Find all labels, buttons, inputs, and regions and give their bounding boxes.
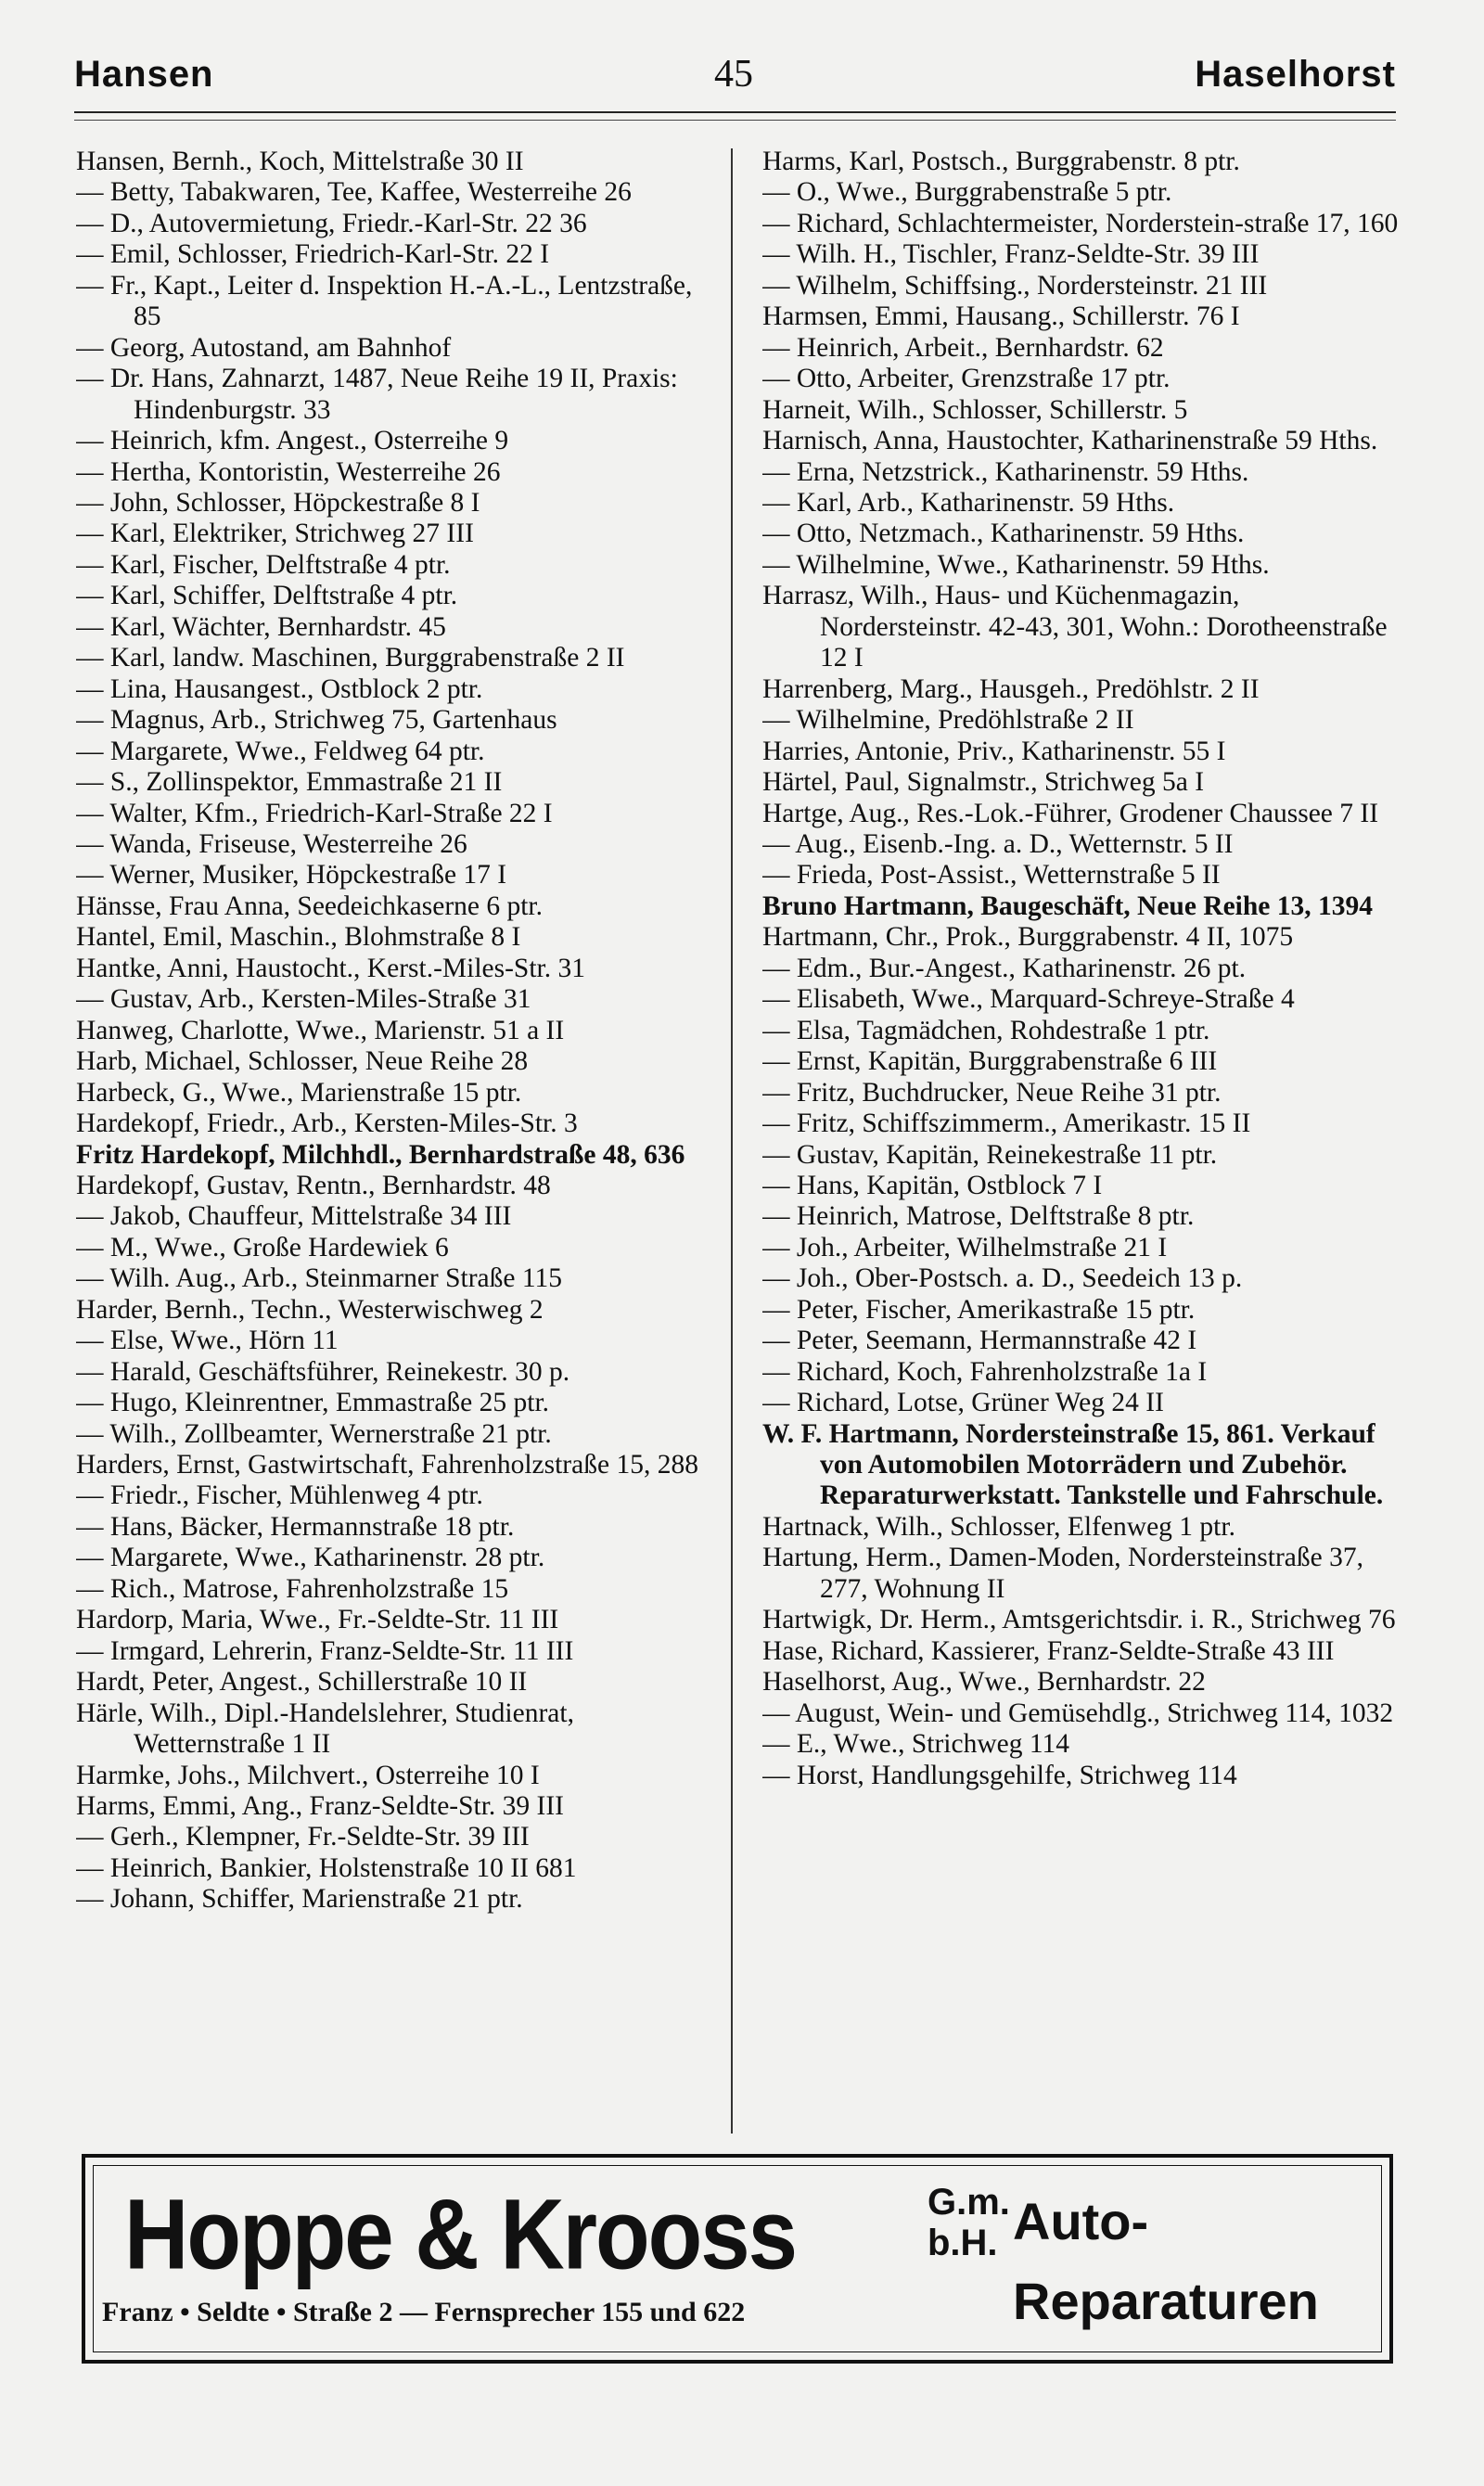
directory-entry: — Heinrich, kfm. Angest., Osterreihe 9 [76, 426, 509, 456]
directory-entry: — Aug., Eisenb.-Ing. a. D., Wetternstr. 5 II [762, 828, 1234, 859]
page-header [74, 48, 1396, 100]
directory-entry: Harneit, Wilh., Schlosser, Schillerstr. 5 [762, 394, 1188, 425]
header-right-word: Haselhorst [1195, 54, 1396, 95]
directory-entry: Hartge, Aug., Res.-Lok.-Führer, Grodener Chaussee 7 II [762, 798, 1379, 828]
directory-entry: — Wilhelm, Schiffsing., Nordersteinstr. 21 III [762, 270, 1268, 301]
directory-entry: — Hans, Bäcker, Hermannstraße 18 ptr. [76, 1511, 515, 1542]
directory-entry: Bruno Hartmann, Baugeschäft, Neue Reihe 13, 1394 [762, 891, 1374, 921]
directory-entry: — Harald, Geschäftsführer, Reinekestr. 30 p. [76, 1356, 570, 1387]
directory-entry: Harrenberg, Marg., Hausgeh., Predöhlstr. 2 II [762, 673, 1260, 704]
directory-entry: — S., Zollinspektor, Emmastraße 21 II [76, 767, 503, 798]
directory-entry: — Friedr., Fischer, Mühlenweg 4 ptr. [76, 1480, 483, 1511]
directory-entry: — Peter, Fischer, Amerikastraße 15 ptr. [762, 1294, 1196, 1325]
directory-entry: Harnisch, Anna, Haustochter, Katharinenstraße 59 Hths. [762, 426, 1378, 456]
directory-entry: — Gustav, Arb., Kersten-Miles-Straße 31 [76, 984, 531, 1015]
directory-entry: Harders, Ernst, Gastwirtschaft, Fahrenholzstraße 15, 288 [76, 1450, 698, 1480]
directory-entry: Harmke, Johs., Milchvert., Osterreihe 10 I [76, 1760, 540, 1790]
directory-entry: — M., Wwe., Große Hardewiek 6 [76, 1232, 449, 1262]
directory-entry: Hardekopf, Friedr., Arb., Kersten-Miles-Str. 3 [76, 1108, 578, 1139]
directory-entry: — Wanda, Friseuse, Westerreihe 26 [76, 828, 467, 859]
ad-company-name: Hoppe & Krooss [124, 2179, 797, 2290]
left-column [76, 147, 718, 2020]
directory-entry: — Erna, Netzstrick., Katharinenstr. 59 Hths. [762, 456, 1249, 487]
directory-entry: — Heinrich, Arbeit., Bernhardstr. 62 [762, 332, 1164, 363]
directory-entry: — Karl, Elektriker, Strichweg 27 III [76, 519, 474, 549]
directory-entry: — Elisabeth, Wwe., Marquard-Schreye-Straße 4 [762, 984, 1295, 1015]
directory-entry: — Joh., Ober-Postsch. a. D., Seedeich 13 p. [762, 1263, 1243, 1294]
directory-entry: — Walter, Kfm., Friedrich-Karl-Straße 22 I [76, 798, 553, 828]
directory-entry: Hardekopf, Gustav, Rentn., Bernhardstr. 48 [76, 1170, 551, 1200]
directory-entry: — Lina, Hausangest., Ostblock 2 ptr. [76, 673, 483, 704]
directory-entry: Hartmann, Chr., Prok., Burggrabenstr. 4 II, 1075 [762, 922, 1294, 953]
directory-entry: — Hugo, Kleinrentner, Emmastraße 25 ptr. [76, 1388, 550, 1418]
header-left-word: Hansen [74, 54, 214, 95]
directory-entry: Hantel, Emil, Maschin., Blohmstraße 8 I [76, 922, 521, 953]
directory-entry: Hardorp, Maria, Wwe., Fr.-Seldte-Str. 11 III [76, 1605, 559, 1635]
directory-entry: Hase, Richard, Kassierer, Franz-Seldte-Straße 43 III [762, 1635, 1335, 1666]
directory-entry: — Else, Wwe., Hörn 11 [76, 1326, 339, 1356]
directory-entry: Harb, Michael, Schlosser, Neue Reihe 28 [76, 1046, 529, 1077]
directory-entry: Hartung, Herm., Damen-Moden, Nordersteinstraße 37, 277, Wohnung II [762, 1543, 1363, 1604]
page-number: 45 [714, 53, 753, 96]
directory-entry: — Wilh., Zollbeamter, Wernerstraße 21 ptr. [76, 1418, 552, 1449]
directory-entry: — Jakob, Chauffeur, Mittelstraße 34 III [76, 1201, 512, 1232]
directory-entry: Harries, Antonie, Priv., Katharinenstr. 55 I [762, 736, 1226, 766]
directory-entry: — Johann, Schiffer, Marienstraße 21 ptr. [76, 1884, 523, 1915]
directory-entry: — Rich., Matrose, Fahrenholzstraße 15 [76, 1573, 509, 1604]
right-column [762, 147, 1401, 2020]
directory-entry: — Horst, Handlungsgehilfe, Strichweg 114 [762, 1760, 1237, 1790]
directory-entry: — Hertha, Kontoristin, Westerreihe 26 [76, 456, 501, 487]
directory-entry: — Karl, Schiffer, Delftstraße 4 ptr. [76, 581, 458, 611]
directory-entry: — Fritz, Buchdrucker, Neue Reihe 31 ptr. [762, 1077, 1222, 1108]
directory-entry: — Gustav, Kapitän, Reinekestraße 11 ptr. [762, 1139, 1218, 1170]
directory-entry: Fritz Hardekopf, Milchhdl., Bernhardstraße 48, 636 [76, 1139, 685, 1170]
directory-entry: Hartnack, Wilh., Schlosser, Elfenweg 1 ptr. [762, 1511, 1235, 1542]
directory-entry: — Margarete, Wwe., Feldweg 64 ptr. [76, 736, 485, 766]
directory-entry: — Betty, Tabakwaren, Tee, Kaffee, Westerreihe 26 [76, 177, 632, 208]
directory-entry: — Fr., Kapt., Leiter d. Inspektion H.-A.-L., Lentzstraße, 85 [76, 270, 693, 332]
directory-entry: — Karl, Arb., Katharinenstr. 59 Hths. [762, 487, 1175, 518]
directory-entry: Harmsen, Emmi, Hausang., Schillerstr. 76 I [762, 301, 1240, 332]
directory-entry: — Peter, Seemann, Hermannstraße 42 I [762, 1326, 1197, 1356]
ad-service-line1: Auto- [1013, 2192, 1149, 2250]
directory-entry: — Wilh. H., Tischler, Franz-Seldte-Str. 39 III [762, 239, 1260, 270]
directory-entry: — Otto, Arbeiter, Grenzstraße 17 ptr. [762, 364, 1171, 394]
directory-entry: Harms, Emmi, Ang., Franz-Seldte-Str. 39 III [76, 1791, 565, 1822]
directory-entry: — Irmgard, Lehrerin, Franz-Seldte-Str. 11 III [76, 1635, 574, 1666]
directory-entry: Harrasz, Wilh., Haus- und Küchenmagazin, Nordersteinstr. 42-43, 301, Wohn.: Dorotheenstraße 12 I [762, 581, 1388, 673]
directory-entry: — Richard, Lotse, Grüner Weg 24 II [762, 1388, 1164, 1418]
directory-entry: — Joh., Arbeiter, Wilhelmstraße 21 I [762, 1232, 1168, 1262]
directory-entry: Hansen, Bernh., Koch, Mittelstraße 30 II [76, 147, 524, 176]
directory-entry: Harbeck, G., Wwe., Marienstraße 15 ptr. [76, 1077, 522, 1108]
directory-entry: — Elsa, Tagmädchen, Rohdestraße 1 ptr. [762, 1015, 1210, 1045]
directory-entry: — Karl, Fischer, Delftstraße 4 ptr. [76, 549, 451, 580]
column-divider [731, 148, 733, 2134]
ad-gmbh-line2: b.H. [928, 2223, 998, 2263]
ad-gmbh [928, 2182, 1010, 2263]
directory-entry: — Heinrich, Matrose, Delftstraße 8 ptr. [762, 1201, 1195, 1232]
directory-entry: W. F. Hartmann, Nordersteinstraße 15, 861. Verkauf von Automobilen Motorrädern und Zubehör. Reparaturwerkstatt. Tankstelle und Fahrschule. [762, 1418, 1384, 1511]
directory-entry: Harms, Karl, Postsch., Burggrabenstr. 8 ptr. [762, 147, 1240, 176]
directory-entry: — Karl, landw. Maschinen, Burggrabenstraße 2 II [76, 643, 625, 673]
directory-entry: — Wilh. Aug., Arb., Steinmarner Straße 115 [76, 1263, 563, 1294]
directory-entry: Haselhorst, Aug., Wwe., Bernhardstr. 22 [762, 1667, 1206, 1698]
ad-service-line2: Reparaturen [1013, 2272, 1319, 2330]
directory-entry: — Magnus, Arb., Strichweg 75, Gartenhaus [76, 705, 557, 736]
directory-entry: — Otto, Netzmach., Katharinenstr. 59 Hths. [762, 519, 1245, 549]
directory-entry: Härtel, Paul, Signalmstr., Strichweg 5a I [762, 767, 1205, 798]
directory-entry: — August, Wein- und Gemüsehdlg., Strichweg 114, 1032 [762, 1698, 1394, 1728]
directory-entry: — Frieda, Post-Assist., Wetternstraße 5 II [762, 860, 1221, 891]
directory-entry: Hänsse, Frau Anna, Seedeichkaserne 6 ptr. [76, 891, 543, 921]
directory-entry: — Gerh., Klempner, Fr.-Seldte-Str. 39 III [76, 1822, 530, 1852]
directory-entry: — Ernst, Kapitän, Burggrabenstraße 6 III [762, 1046, 1218, 1077]
advertisement-box [82, 2154, 1393, 2364]
directory-entry: Hantke, Anni, Haustocht., Kerst.-Miles-Str. 31 [76, 953, 585, 983]
header-rule-thin [74, 120, 1396, 121]
directory-entry: — Margarete, Wwe., Katharinenstr. 28 ptr. [76, 1543, 545, 1573]
directory-entry: — Richard, Koch, Fahrenholzstraße 1a I [762, 1356, 1208, 1387]
ad-address: Franz • Seldte • Straße 2 — Fernsprecher 155 und 622 [102, 2297, 746, 2327]
directory-entry: — Edm., Bur.-Angest., Katharinenstr. 26 pt. [762, 953, 1247, 983]
directory-entry: Harder, Bernh., Techn., Westerwischweg 2 [76, 1294, 544, 1325]
directory-entry: Härle, Wilh., Dipl.-Handelslehrer, Studienrat, Wetternstraße 1 II [76, 1698, 574, 1760]
directory-entry: — Emil, Schlosser, Friedrich-Karl-Str. 22 I [76, 239, 550, 270]
directory-entry: — Werner, Musiker, Höpckestraße 17 I [76, 860, 507, 891]
directory-entry: — Karl, Wächter, Bernhardstr. 45 [76, 611, 446, 642]
directory-entry: — John, Schlosser, Höpckestraße 8 I [76, 487, 480, 518]
ad-gmbh-line1: G.m. [928, 2182, 1010, 2223]
directory-entry: — Wilhelmine, Wwe., Katharinenstr. 59 Hths. [762, 549, 1270, 580]
directory-entry: — Wilhelmine, Predöhlstraße 2 II [762, 705, 1134, 736]
directory-entry: — Georg, Autostand, am Bahnhof [76, 332, 452, 363]
directory-entry: Hanweg, Charlotte, Wwe., Marienstr. 51 a II [76, 1015, 565, 1045]
header-rule [74, 111, 1396, 113]
directory-entry: Hartwigk, Dr. Herm., Amtsgerichtsdir. i. R., Strichweg 76 [762, 1605, 1396, 1635]
directory-entry: Hardt, Peter, Angest., Schillerstraße 10 II [76, 1667, 528, 1698]
directory-entry: — Heinrich, Bankier, Holstenstraße 10 II 681 [76, 1852, 577, 1883]
directory-entry: — E., Wwe., Strichweg 114 [762, 1729, 1069, 1760]
directory-entry: — Hans, Kapitän, Ostblock 7 I [762, 1170, 1103, 1200]
directory-entry: — O., Wwe., Burggrabenstraße 5 ptr. [762, 177, 1172, 208]
directory-entry: — Dr. Hans, Zahnarzt, 1487, Neue Reihe 19 II, Praxis: Hindenburgstr. 33 [76, 364, 678, 425]
directory-entry: — Fritz, Schiffszimmerm., Amerikastr. 15 II [762, 1108, 1251, 1139]
directory-entry: — Richard, Schlachtermeister, Norderstein-straße 17, 160 [762, 208, 1399, 238]
directory-entry: — D., Autovermietung, Friedr.-Karl-Str. 22 36 [76, 208, 587, 238]
